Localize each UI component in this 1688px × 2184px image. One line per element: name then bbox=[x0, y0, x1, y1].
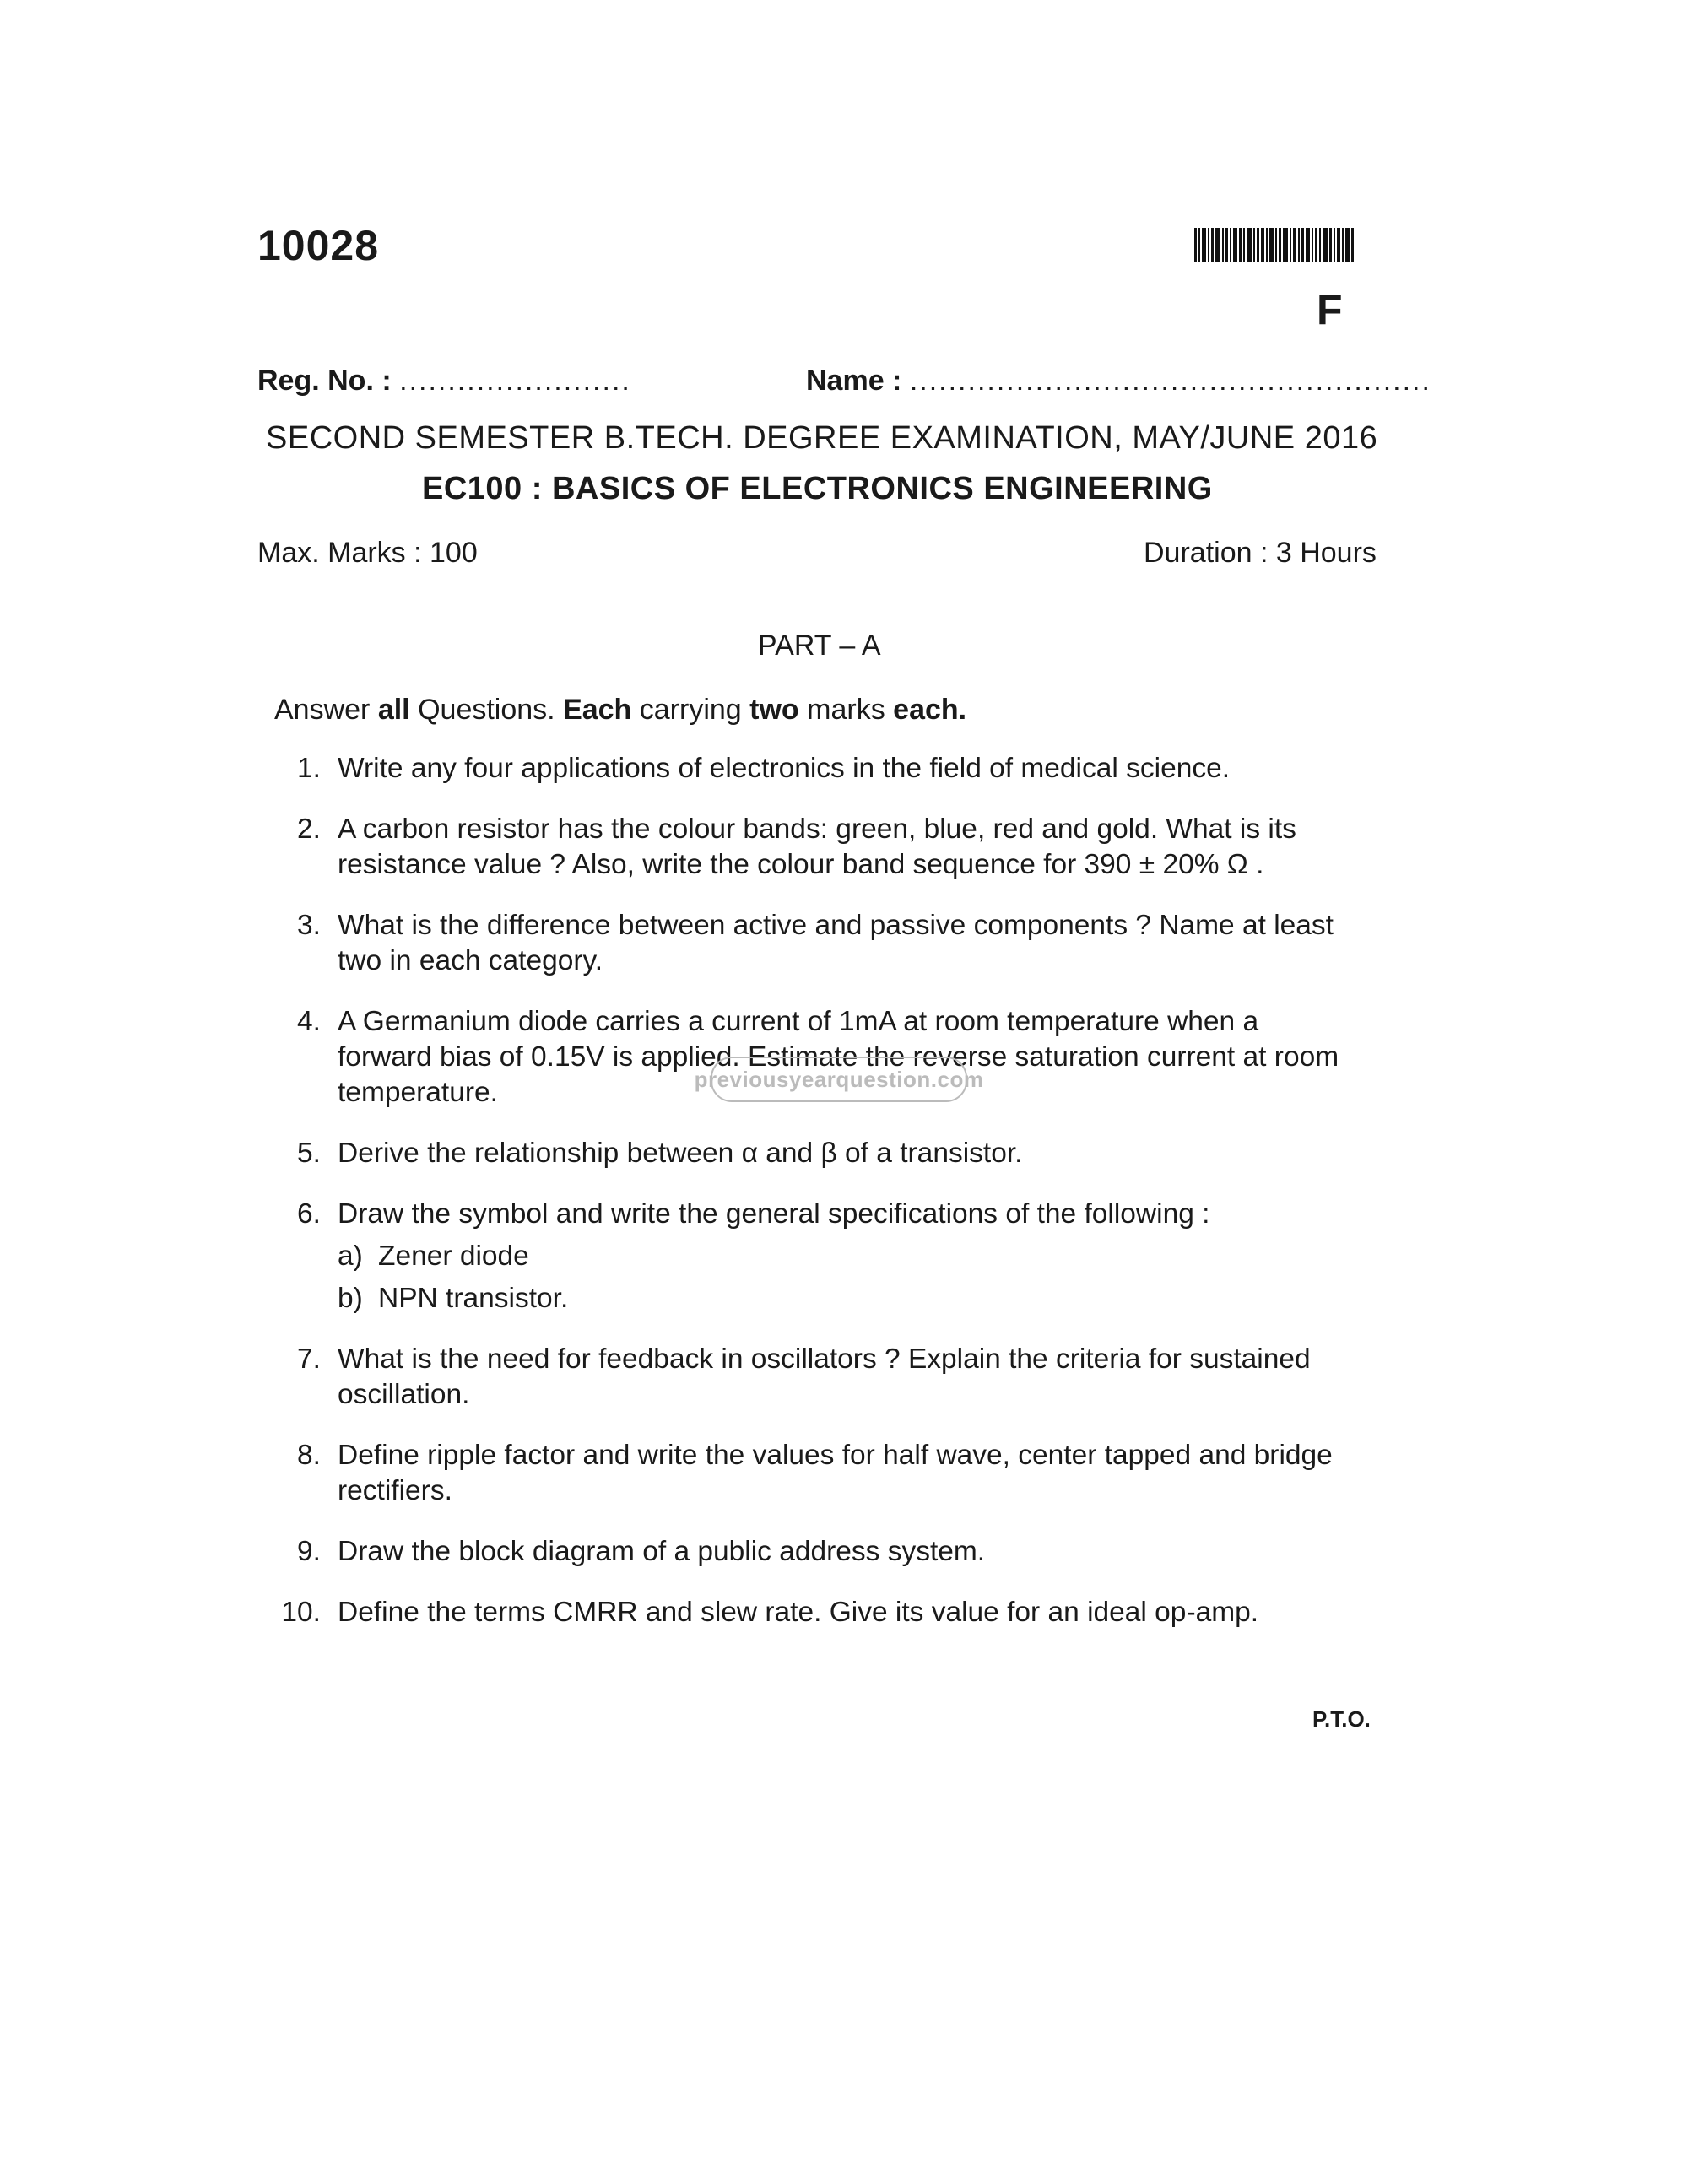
question-item bbox=[268, 1342, 1357, 1413]
instr-text: marks bbox=[798, 694, 894, 726]
question-list bbox=[268, 751, 1357, 1656]
question-number: 6. bbox=[297, 1198, 321, 1230]
duration: Duration : 3 Hours bbox=[1144, 537, 1377, 569]
question-item bbox=[268, 812, 1357, 883]
name-field bbox=[806, 365, 1431, 397]
sub-question-text: Zener diode bbox=[378, 1241, 529, 1272]
question-number: 2. bbox=[297, 814, 321, 845]
question-number: 5. bbox=[297, 1138, 321, 1169]
barcode-icon bbox=[1194, 228, 1376, 262]
set-letter: F bbox=[1317, 286, 1343, 333]
question-item bbox=[268, 1197, 1357, 1316]
sub-question-label: a) bbox=[338, 1241, 363, 1272]
question-text: Write any four applications of electronics in the field of medical science. bbox=[338, 753, 1231, 784]
question-number: 7. bbox=[297, 1343, 321, 1375]
name-label: Name : bbox=[806, 365, 902, 397]
course-title: EC100 : BASICS OF ELECTRONICS ENGINEERING bbox=[422, 471, 1213, 506]
instr-bold: each. bbox=[893, 694, 967, 726]
question-item bbox=[268, 751, 1357, 787]
question-text: A carbon resistor has the colour bands: green, blue, red and gold. What is its resistance value ? Also, write the colour band sequence for 390 ± 20% Ω . bbox=[338, 814, 1296, 880]
question-item bbox=[268, 1595, 1357, 1630]
watermark: previousyearquestion.com bbox=[711, 1057, 967, 1102]
question-number: 3. bbox=[297, 910, 321, 941]
question-number: 10. bbox=[281, 1597, 321, 1628]
reg-no-dots: ........................ bbox=[399, 365, 631, 397]
reg-no-label: Reg. No. : bbox=[257, 365, 392, 397]
question-number: 8. bbox=[297, 1440, 321, 1471]
question-text: Define ripple factor and write the values for half wave, center tapped and bridge rectifiers. bbox=[338, 1440, 1333, 1506]
question-item bbox=[268, 1438, 1357, 1509]
instructions bbox=[274, 694, 966, 727]
sub-question-label: b) bbox=[338, 1283, 363, 1314]
question-item bbox=[268, 1534, 1357, 1570]
instr-bold: all bbox=[377, 694, 410, 726]
question-text: Draw the block diagram of a public address system. bbox=[338, 1536, 986, 1567]
question-text: Draw the symbol and write the general specifications of the following : bbox=[338, 1198, 1210, 1230]
exam-title: SECOND SEMESTER B.TECH. DEGREE EXAMINATION, MAY/JUNE 2016 bbox=[266, 420, 1378, 456]
part-title: PART – A bbox=[758, 630, 881, 662]
reg-no-field bbox=[257, 365, 631, 397]
question-text: Define the terms CMRR and slew rate. Give its value for an ideal op-amp. bbox=[338, 1597, 1259, 1628]
instr-text: Answer bbox=[274, 694, 378, 726]
paper-code: 10028 bbox=[257, 222, 380, 269]
sub-question bbox=[338, 1239, 1357, 1274]
name-dots: ...................................................... bbox=[909, 365, 1431, 397]
question-item bbox=[268, 1136, 1357, 1171]
instr-text: carrying bbox=[631, 694, 750, 726]
question-item bbox=[268, 908, 1357, 979]
question-number: 9. bbox=[297, 1536, 321, 1567]
sub-question-text: NPN transistor. bbox=[378, 1283, 569, 1314]
question-body bbox=[338, 1197, 1357, 1316]
instr-bold: Each bbox=[563, 694, 632, 726]
instr-text: Questions. bbox=[409, 694, 564, 726]
question-text: Derive the relationship between α and β of a transistor. bbox=[338, 1138, 1023, 1169]
max-marks: Max. Marks : 100 bbox=[257, 537, 478, 569]
question-text: What is the need for feedback in oscillators ? Explain the criteria for sustained oscillation. bbox=[338, 1343, 1311, 1410]
sub-question bbox=[338, 1281, 1357, 1316]
pto-label: P.T.O. bbox=[1312, 1706, 1371, 1732]
question-text: What is the difference between active and passive components ? Name at least two in each category. bbox=[338, 910, 1334, 976]
question-text: A Germanium diode carries a current of 1mA at room temperature when a forward bias of 0.15V is applied. Estimate the reverse saturation current at room temperature. bbox=[338, 1006, 1339, 1108]
instr-bold: two bbox=[749, 694, 799, 726]
question-number: 1. bbox=[297, 753, 321, 784]
question-number: 4. bbox=[297, 1006, 321, 1037]
